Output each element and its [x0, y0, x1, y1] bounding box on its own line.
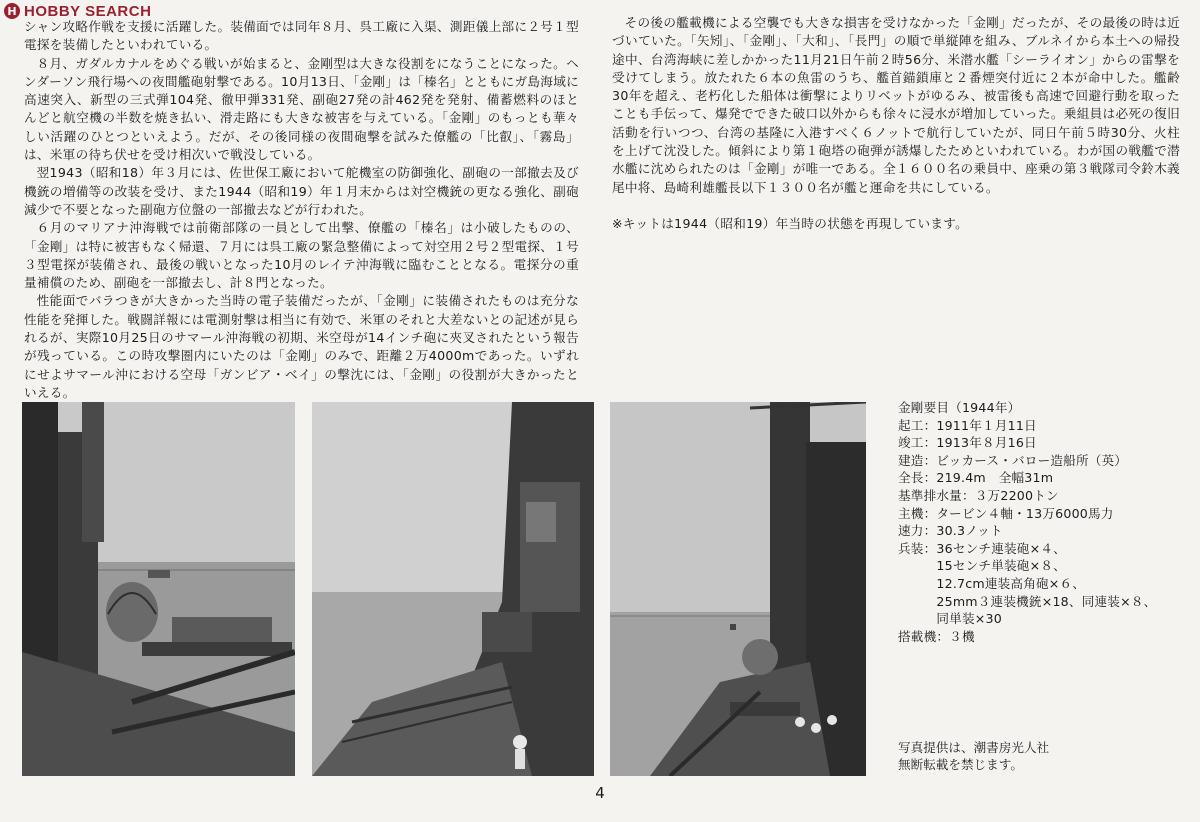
article-left-column [24, 18, 579, 402]
photo-bridge-view [22, 402, 295, 776]
photo-ship-side [312, 402, 594, 776]
page-number: 4 [595, 784, 605, 802]
spec-armament [898, 540, 1188, 628]
paragraph: 性能面でバラつきが大きかった当時の電子装備だったが、「金剛」に装備されたものは充分な性能を発揮した。戦闘詳報には電測射撃は相当に有効で、米軍のそれと大差ないとの記述が見られるが、実際10月25日のサマール沖海戦の初期、米空母が14インチ砲に夾叉されたという報告が残っている。この時攻撃圏内にいたのは「金剛」のみで、距離２万4000mであった。いずれにせよサマール沖における空母「ガンビア・ベイ」の撃沈には、「金剛」の役割が大きかったといえる。 [24, 293, 579, 400]
paragraph: その後の艦載機による空襲でも大きな損害を受けなかった「金剛」だったが、その最後の時は近づいていた。「矢矧」、「金剛」、「大和」、「長門」の順で単縦陣を組み、ブルネイから本土への帰投途中、台湾海峡に差しかかった11月21日午前２時56分、米潜水艦「シーライオン」からの雷撃を受けてしまう。放たれた６本の魚雷のうち、艦首錨鎖庫と２番煙突付近に２本が命中した。艦齢30年を超え、老朽化した船体は衝撃によりリベットがゆるみ、被雷後も高速で回避行動を取ったことも手伝って、爆発でできた破口以外からも徐々に浸水が増加していった。乗組員は必死の復旧活動を行いつつ、台湾の基隆に入港すべく６ノットで航行していたが、同日午前５時30分、火柱を上げて沈没した。傾斜により第１砲塔の砲弾が誘爆したためといわれている。わが国の戦艦で潜水艦に沈められたのは「金剛」が唯一である。全１６００名の乗員中、座乗の第３戦隊司令鈴木義尾中将、島崎利雄艦長以下１３００名が艦と運命を共にしている。 [612, 15, 1180, 195]
armament-item: 12.7cm連装高角砲×６、 [936, 575, 1086, 591]
spec-row: 速力：30.3ノット [898, 523, 1003, 539]
credit-line: 無断転載を禁じます。 [898, 757, 1023, 772]
ship-specs [898, 399, 1188, 645]
logo-text-a: HOBBY [24, 2, 81, 20]
paragraph: シャン攻略作戦を支援に活躍した。装備面では同年８月、呉工廠に入渠、測距儀上部に２号１型電探を装備したといわれている。 [24, 19, 579, 53]
spec-row: 建造：ビッカース・バロー造船所（英） [898, 452, 1128, 468]
armament-label: 兵装： [898, 540, 937, 556]
spec-row: 主機：タービン４軸・13万6000馬力 [898, 505, 1114, 521]
armament-item: 36センチ連装砲×４、 [936, 540, 1066, 556]
armament-list [936, 540, 1156, 628]
credit-line: 写真提供は、潮書房光人社 [898, 740, 1050, 755]
article-right-column [612, 14, 1180, 233]
spec-row: 基準排水量：３万2200トン [898, 487, 1059, 503]
spec-aircraft: 搭載機：３機 [898, 628, 975, 644]
logo-text-b: SEARCH [85, 2, 152, 20]
specs-title: 金剛要目（1944年） [898, 400, 1021, 415]
spec-row: 全長：219.4m 全幅31m [898, 470, 1054, 486]
photo-credit [898, 739, 1049, 773]
paragraph: ６月のマリアナ沖海戦では前衛部隊の一員として出撃、僚艦の「榛名」は小破したものの、「金剛」は特に被害もなく帰還、７月には呉工廠の緊急整備によって対空用２号２型電探、１号３型電探が装備され、最後の戦いとなった10月のレイテ沖海戦に臨むこととなる。電探分の重量補償のため、副砲を一部撤去し、計８門となった。 [24, 220, 579, 291]
photo-bridge-drawing [22, 402, 295, 776]
kit-note: ※キットは1944（昭和19）年当時の状態を再現しています。 [612, 215, 969, 231]
spec-row: 起工：1911年１月11日 [898, 417, 1037, 433]
paragraph: 翌1943（昭和18）年３月には、佐世保工廠において舵機室の防御強化、副砲の一部撤去及び機銃の増備等の改装を受け、また1944（昭和19）年１月末からは対空機銃の更なる強化、副砲減少で不要となった副砲方位盤の一部撤去などが行われた。 [24, 165, 579, 217]
paragraph: ８月、ガダルカナルをめぐる戦いが始まると、金剛型は大きな役割をになうことになった。ヘンダーソン飛行場への夜間艦砲射撃である。10月13日、「金剛」は「榛名」とともにガ島海域に高速突入、新型の三式弾104発、徹甲弾331発、副砲27発の計462発を発射、備蓄燃料のほとんどと航空機の半数を焼き払い、滑走路にも大きな被害を与えている。「金剛」のもっとも華々しい活躍のひとつといえよう。だが、その後同様の夜間砲撃を試みた僚艦の「比叡」、「霧島」は、米軍の待ち伏せを受け相次いで戦没している。 [24, 55, 579, 163]
logo-text [24, 3, 151, 20]
armament-item: 25mm３連装機銃×18、同連装×８、 [936, 593, 1157, 609]
armament-item: 15センチ単装砲×８、 [936, 558, 1066, 574]
spec-row: 竣工：1913年８月16日 [898, 435, 1037, 451]
logo-mark: H [4, 3, 20, 19]
photo-aft-drawing [610, 402, 866, 776]
photo-aft-view [610, 402, 866, 776]
photo-ship-side-drawing [312, 402, 594, 776]
armament-item: 同単装×30 [936, 611, 1002, 627]
